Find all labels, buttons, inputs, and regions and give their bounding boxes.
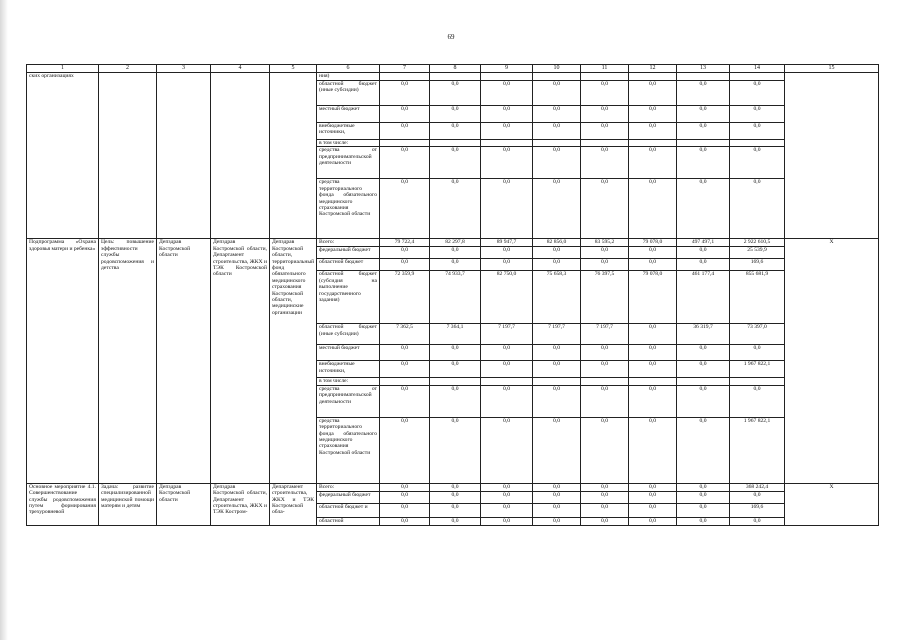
main-value-cell: 0,0 [730,491,785,503]
sub-value-cell: 0,0 [481,417,533,483]
sub-value-cell: 0,0 [533,259,581,271]
sub-value-cell: 0,0 [629,417,677,483]
sub-value-cell: 7 362,5 [380,324,430,345]
sub-value-cell: 0,0 [481,259,533,271]
sub-value-cell: 0,0 [581,345,629,361]
column-number-12: 12 [629,65,677,73]
cont-value-cell [481,73,533,81]
main-source-label: областной [317,517,380,525]
sub-value-cell: 74 933,7 [430,271,481,324]
main-value-cell: 0,0 [430,503,481,517]
main-value-cell: 0,0 [581,503,629,517]
sub-value-cell: 0,0 [481,247,533,259]
cont-value-cell: 0,0 [430,179,481,239]
sub-value-cell: 0,0 [629,361,677,378]
cont-value-cell: 0,0 [730,123,785,140]
sub-value-cell [430,378,481,385]
cont-value-cell: 0,0 [677,179,730,239]
sub-value-cell: 0,0 [581,247,629,259]
main-value-cell: 169,6 [730,503,785,517]
cont-value-cell: 0,0 [677,123,730,140]
cont-col4-cell [211,73,270,239]
cont-value-cell [581,140,629,147]
sub-value-cell: 79 078,0 [629,239,677,247]
cont-value-cell: 0,0 [581,179,629,239]
column-number-3: 3 [157,65,211,73]
cont-value-cell: 0,0 [481,123,533,140]
main-col15-cell: X [785,483,879,525]
cont-source-label: в том числе: [317,140,380,147]
sub-source-label: внебюджетные источники, [317,361,380,378]
main-value-cell: 0,0 [581,517,629,525]
cont-value-cell: 0,0 [730,147,785,179]
main-col2-cell: Задача: развитие специализированной медицинской помощи матерям и детям [99,483,157,525]
main-source-label: областной бюджет и [317,503,380,517]
sub-value-cell [677,378,730,385]
sub-value-cell: 36 319,7 [677,324,730,345]
cont-value-cell [629,140,677,147]
main-value-cell: 368 242,4 [730,483,785,491]
sub-source-label: средства территориального фонда обязательного медицинского страхования Костромской области [317,417,380,483]
cont-source-label: местный бюджет [317,106,380,123]
sub-value-cell: 0,0 [430,247,481,259]
main-source-label: Всего: [317,483,380,491]
cont-value-cell: 0,0 [380,147,430,179]
cont-value-cell: 0,0 [481,147,533,179]
column-number-13: 13 [677,65,730,73]
cont-source-label: внебюджетные источники, [317,123,380,140]
main-value-cell: 0,0 [677,491,730,503]
cont-source-label: средства территориального фонда обязательного медицинского страхования Костромской области [317,179,380,239]
sub-value-cell: 0,0 [380,361,430,378]
sub-value-cell: 0,0 [430,417,481,483]
sub-value-cell: 0,0 [677,361,730,378]
sub-value-cell: 0,0 [581,417,629,483]
cont-value-cell: 0,0 [481,179,533,239]
sub-value-cell: 0,0 [533,345,581,361]
main-value-cell: 0,0 [581,483,629,491]
sub-value-cell [730,378,785,385]
sub-value-cell: 0,0 [481,385,533,417]
main-col5-cell: Департамент строительства, ЖКХ и ТЭК Костромской обла- [270,483,317,525]
sub-value-cell: 75 658,3 [533,271,581,324]
cont-value-cell: 0,0 [380,106,430,123]
cont-value-cell [730,140,785,147]
sub-source-label: средства от предпринимательской деятельности [317,385,380,417]
cont-row [27,73,879,81]
sub-value-cell: 0,0 [533,417,581,483]
main-value-cell: 0,0 [629,483,677,491]
sub-value-cell: 89 947,7 [481,239,533,247]
main-row [27,483,879,491]
main-col4-cell: Депздрав Костромской области, Департамент строительства, ЖКХ и ТЭК Костром- [211,483,270,525]
cont-col15-cell [785,73,879,239]
cont-value-cell: 0,0 [533,106,581,123]
budget-table [26,64,879,526]
main-col3-cell: Депздрав Костромской области [157,483,211,525]
column-number-4: 4 [211,65,270,73]
cont-value-cell: 0,0 [380,81,430,106]
page-number: 69 [447,33,455,41]
sub-value-cell: 0,0 [380,417,430,483]
cont-value-cell [677,140,730,147]
cont-value-cell [581,73,629,81]
cont-value-cell: 0,0 [677,81,730,106]
cont-col1-cell: ских организациях [27,73,99,239]
sub-value-cell: 169,6 [730,259,785,271]
main-value-cell: 0,0 [380,503,430,517]
sub-value-cell: 25 539,9 [730,247,785,259]
sub-value-cell: 79 722,4 [380,239,430,247]
sub-value-cell: 0,0 [533,385,581,417]
sub-value-cell: 0,0 [481,345,533,361]
sub-value-cell [481,378,533,385]
sub-col2-cell: Цель: повышение эффективности службы родовспоможения и детства [99,239,157,483]
cont-value-cell: 0,0 [581,106,629,123]
sub-value-cell: 1 967 822,1 [730,417,785,483]
sub-value-cell: 0,0 [677,345,730,361]
column-number-2: 2 [99,65,157,73]
cont-value-cell: 0,0 [430,147,481,179]
sub-value-cell [533,378,581,385]
sub-value-cell: 0,0 [430,345,481,361]
sub-value-cell: 0,0 [629,324,677,345]
cont-value-cell [677,73,730,81]
column-number-7: 7 [380,65,430,73]
sub-source-label: областной бюджет [317,259,380,271]
sub-value-cell: 0,0 [629,259,677,271]
main-value-cell: 0,0 [380,483,430,491]
sub-value-cell: 82 856,0 [533,239,581,247]
sub-value-cell: 7 364,1 [430,324,481,345]
column-number-6: 6 [317,65,380,73]
main-col1-cell: Основное мероприятие 4.1. Совершенствование службы родовспоможения путем формирования трехуровневой [27,483,99,525]
sub-value-cell: 0,0 [430,385,481,417]
main-value-cell: 0,0 [380,491,430,503]
sub-value-cell: 82 750,0 [481,271,533,324]
sub-value-cell: 7 197,7 [481,324,533,345]
cont-value-cell: 0,0 [581,81,629,106]
cont-value-cell: 0,0 [677,106,730,123]
column-number-8: 8 [430,65,481,73]
main-value-cell: 0,0 [629,503,677,517]
cont-value-cell: 0,0 [430,123,481,140]
sub-value-cell: 0,0 [380,345,430,361]
cont-source-label: средства от предпринимательской деятельности [317,147,380,179]
sub-value-cell: 0,0 [677,259,730,271]
column-number-14: 14 [730,65,785,73]
cont-value-cell: 0,0 [730,81,785,106]
sub-value-cell: 461 177,4 [677,271,730,324]
sub-value-cell: 0,0 [533,247,581,259]
sub-value-cell: 0,0 [629,345,677,361]
cont-value-cell: 0,0 [629,106,677,123]
cont-value-cell: 0,0 [730,106,785,123]
sub-row [27,239,879,247]
cont-value-cell: 0,0 [430,106,481,123]
sub-value-cell [581,378,629,385]
cont-value-cell [380,73,430,81]
main-value-cell: 0,0 [533,503,581,517]
sub-value-cell: 0,0 [677,417,730,483]
cont-value-cell: 0,0 [533,81,581,106]
cont-value-cell: 0,0 [629,81,677,106]
cont-value-cell [730,73,785,81]
main-value-cell: 0,0 [430,491,481,503]
sub-value-cell: 0,0 [730,345,785,361]
main-value-cell: 0,0 [481,503,533,517]
sub-source-label: Всего: [317,239,380,247]
sub-value-cell: 0,0 [380,259,430,271]
cont-value-cell [629,73,677,81]
cont-source-label: ния) [317,73,380,81]
main-value-cell: 0,0 [629,491,677,503]
main-value-cell: 0,0 [629,517,677,525]
cont-value-cell: 0,0 [380,123,430,140]
column-number-5: 5 [270,65,317,73]
cont-value-cell: 0,0 [677,147,730,179]
sub-value-cell: 7 197,7 [581,324,629,345]
cont-value-cell [481,140,533,147]
main-value-cell: 0,0 [533,483,581,491]
sub-source-label: местный бюджет [317,345,380,361]
cont-value-cell: 0,0 [581,123,629,140]
cont-value-cell: 0,0 [481,81,533,106]
sub-source-label: областной бюджет (субсидия на выполнение государственного задания) [317,271,380,324]
sub-value-cell: 0,0 [677,247,730,259]
sub-value-cell: 72 359,9 [380,271,430,324]
cont-value-cell: 0,0 [629,147,677,179]
main-value-cell: 0,0 [730,517,785,525]
sub-value-cell: 0,0 [481,361,533,378]
sub-value-cell: 76 397,5 [581,271,629,324]
cont-value-cell: 0,0 [481,106,533,123]
scan-edge-shadow [0,0,8,640]
main-value-cell: 0,0 [481,491,533,503]
sub-value-cell [380,378,430,385]
cont-col2-cell [99,73,157,239]
main-value-cell: 0,0 [677,517,730,525]
cont-value-cell [380,140,430,147]
sub-col5-cell: Депздрав Костромской области, территориальный фонд обязательного медицинского страхования Костромской области, медицинские организации [270,239,317,483]
cont-value-cell [430,140,481,147]
sub-value-cell: 0,0 [629,385,677,417]
sub-value-cell [629,378,677,385]
cont-value-cell [533,140,581,147]
cont-col5-cell [270,73,317,239]
sub-value-cell: 0,0 [430,259,481,271]
sub-value-cell: 0,0 [380,385,430,417]
sub-source-label: областной бюджет (иные субсидии) [317,324,380,345]
sub-value-cell: 73 397,0 [730,324,785,345]
sub-col15-cell: X [785,239,879,483]
sub-value-cell: 7 197,7 [533,324,581,345]
cont-value-cell: 0,0 [730,179,785,239]
sub-value-cell: 0,0 [629,247,677,259]
sub-source-label: в том числе: [317,378,380,385]
main-value-cell: 0,0 [533,517,581,525]
sub-value-cell: 0,0 [581,361,629,378]
column-number-1: 1 [27,65,99,73]
column-number-15: 15 [785,65,879,73]
sub-value-cell: 0,0 [677,385,730,417]
sub-value-cell: 0,0 [581,385,629,417]
cont-col3-cell [157,73,211,239]
cont-value-cell: 0,0 [533,179,581,239]
cont-value-cell: 0,0 [533,123,581,140]
cont-value-cell: 0,0 [430,81,481,106]
sub-source-label: федеральный бюджет [317,247,380,259]
main-value-cell: 0,0 [481,517,533,525]
cont-value-cell [533,73,581,81]
sub-value-cell: 2 922 610,5 [730,239,785,247]
cont-value-cell: 0,0 [380,179,430,239]
cont-source-label: областной бюджет (иные субсидии) [317,81,380,106]
sub-value-cell: 83 595,2 [581,239,629,247]
main-value-cell: 0,0 [533,491,581,503]
main-value-cell: 0,0 [677,483,730,491]
column-number-9: 9 [481,65,533,73]
sub-value-cell: 855 681,9 [730,271,785,324]
sub-col1-cell: Подпрограмма «Охрана здоровья матери и ребенка» [27,239,99,483]
main-value-cell: 0,0 [380,517,430,525]
header-row [27,65,879,73]
sub-value-cell: 82 297,8 [430,239,481,247]
main-value-cell: 0,0 [481,483,533,491]
column-number-11: 11 [581,65,629,73]
cont-value-cell [430,73,481,81]
sub-value-cell: 1 967 822,1 [730,361,785,378]
sub-value-cell: 0,0 [380,247,430,259]
main-value-cell: 0,0 [581,491,629,503]
main-source-label: федеральный бюджет [317,491,380,503]
sub-value-cell: 0,0 [581,259,629,271]
cont-value-cell: 0,0 [533,147,581,179]
sub-value-cell: 0,0 [430,361,481,378]
cont-value-cell: 0,0 [629,179,677,239]
sub-value-cell: 0,0 [730,385,785,417]
sub-col4-cell: Депздрав Костромской области, Департамент строительства, ЖКХ и ТЭК Костромской области [211,239,270,483]
main-value-cell: 0,0 [677,503,730,517]
sub-value-cell: 497 497,1 [677,239,730,247]
column-number-10: 10 [533,65,581,73]
sub-value-cell: 0,0 [533,361,581,378]
sub-col3-cell: Депздрав Костромской области [157,239,211,483]
main-value-cell: 0,0 [430,517,481,525]
main-value-cell: 0,0 [430,483,481,491]
cont-value-cell: 0,0 [581,147,629,179]
sub-value-cell: 79 078,0 [629,271,677,324]
cont-value-cell: 0,0 [629,123,677,140]
